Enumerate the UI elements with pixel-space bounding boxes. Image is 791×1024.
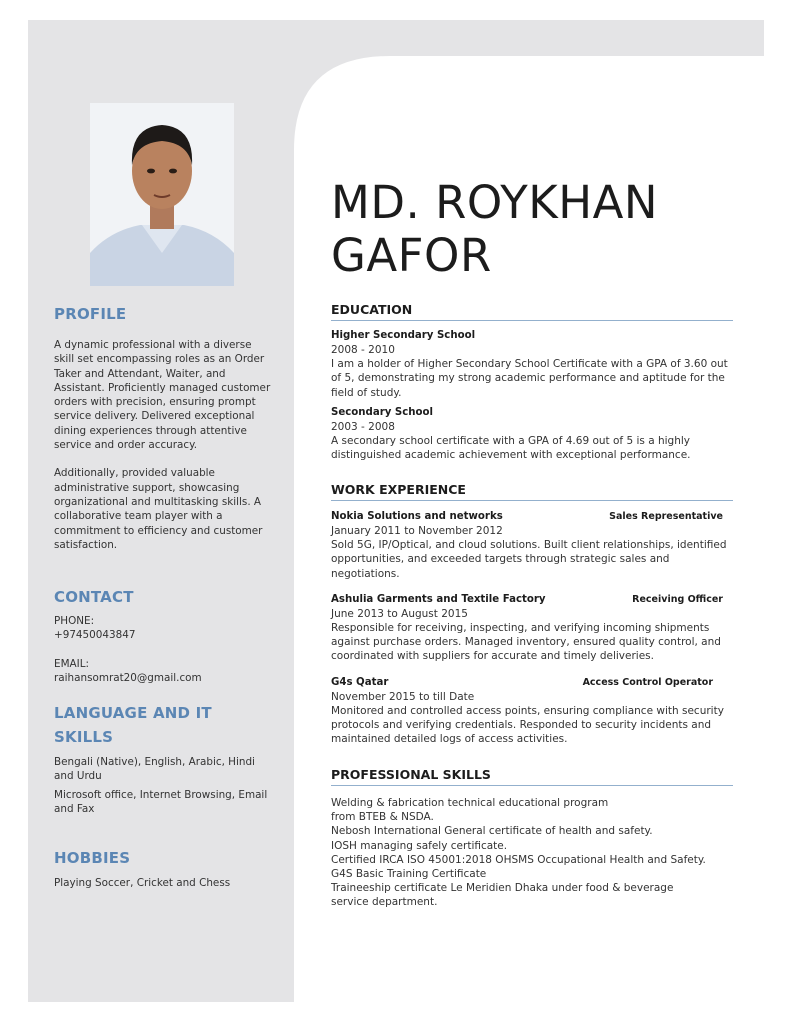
education-title: Higher Secondary School — [331, 330, 476, 341]
profile-paragraph-2: Additionally, provided valuable administrative support, showcasing organizational and multitasking skills. A collaborative team player with a commitment to efficiency and customer satisfaction. — [54, 467, 263, 551]
professional-skills-list — [331, 796, 733, 910]
education-item — [331, 329, 733, 400]
work-description: Responsible for receiving, inspecting, and verifying incoming shipments against purchase orders. Managed inventory, ensured quality control, and coordinated with suppliers for accurate and timely deliveries. — [331, 622, 721, 663]
work-dates: January 2011 to November 2012 — [331, 525, 503, 537]
it-skills-item: Microsoft office, Internet Browsing, Email and Fax — [54, 788, 268, 815]
work-experience-heading: WORK EXPERIENCE — [331, 482, 733, 501]
professional-skills-section — [331, 767, 733, 910]
email-value: raihansomrat20@gmail.com — [54, 671, 202, 684]
hobbies-text: Playing Soccer, Cricket and Chess — [54, 877, 231, 889]
skill-line: Certified IRCA ISO 45001:2018 OHSMS Occupational Health and Safety. — [331, 853, 706, 866]
work-description: Monitored and controlled access points, ensuring compliance with security protocols and verifying credentials. Responded to security incidents and maintained detailed logs of access activities. — [331, 704, 724, 746]
education-dates: 2003 - 2008 — [331, 420, 395, 433]
work-item — [331, 593, 733, 664]
language-skills-item: Bengali (Native), English, Arabic, Hindi and Urdu — [54, 756, 255, 783]
contact-heading: CONTACT — [54, 588, 134, 606]
professional-skills-heading: PROFESSIONAL SKILLS — [331, 767, 733, 786]
education-description: A secondary school certificate with a GPA of 4.69 out of 5 is a highly distinguished academic achievement with exceptional performance. — [331, 435, 691, 462]
name-line-1: MD. ROYKHAN — [331, 176, 659, 229]
phone-value: +97450043847 — [54, 629, 136, 642]
hobbies-heading: HOBBIES — [54, 849, 131, 867]
portrait-image — [90, 103, 234, 286]
job-role: Receiving Officer — [632, 593, 723, 605]
company-name: Ashulia Garments and Textile Factory — [331, 593, 546, 605]
work-item — [331, 676, 733, 747]
skill-line: Nebosh International General certificate of health and safety. — [331, 825, 653, 838]
education-description: I am a holder of Higher Secondary School Certificate with a GPA of 3.60 out of 5, demonstrating my strong academic performance and aptitude for the field of study. — [331, 358, 728, 399]
work-experience-section — [331, 482, 733, 746]
skill-line: Welding & fabrication technical educational program — [331, 797, 609, 809]
work-dates: November 2015 to till Date — [331, 690, 475, 703]
language-it-skills-section — [54, 701, 274, 820]
language-it-skills-heading: LANGUAGE AND IT SKILLS — [54, 704, 212, 746]
skill-line: from BTEB & NSDA. — [331, 811, 434, 824]
profile-paragraph-1: A dynamic professional with a diverse skill set encompassing roles as an Order Taker and Attendant, Waiter, and Assistant. Proficiently managed customer orders with precision, ensuring prompt service delivery. Delivered exceptional dining experiences through attentive service and order accuracy. — [54, 339, 271, 452]
skill-line: Traineeship certificate Le Meridien Dhaka under food & beverage — [331, 882, 674, 895]
education-dates: 2008 - 2010 — [331, 344, 395, 356]
phone-label: PHONE: — [54, 615, 95, 627]
job-role: Sales Representative — [609, 511, 723, 522]
skill-line: G4S Basic Training Certificate — [331, 868, 487, 881]
work-item — [331, 510, 733, 581]
education-item — [331, 406, 733, 463]
education-heading: EDUCATION — [331, 302, 733, 321]
profile-heading: PROFILE — [54, 305, 127, 323]
profile-photo — [90, 103, 234, 286]
skill-line: IOSH managing safely certificate. — [331, 839, 508, 852]
education-section — [331, 302, 733, 462]
work-description: Sold 5G, IP/Optical, and cloud solutions. Built client relationships, identified opportunities, and exceeded targets through strategic sales and negotiations. — [331, 539, 727, 580]
work-dates: June 2013 to August 2015 — [331, 607, 468, 620]
profile-section — [54, 302, 274, 552]
name-line-2: GAFOR — [331, 229, 492, 282]
skill-line: service department. — [331, 896, 438, 909]
hobbies-section — [54, 846, 274, 890]
job-role: Access Control Operator — [582, 676, 713, 688]
company-name: G4s Qatar — [331, 676, 389, 688]
candidate-name — [331, 176, 751, 282]
education-title: Secondary School — [331, 406, 434, 418]
contact-section — [54, 585, 274, 685]
email-label: EMAIL: — [54, 657, 89, 670]
company-name: Nokia Solutions and networks — [331, 511, 503, 522]
